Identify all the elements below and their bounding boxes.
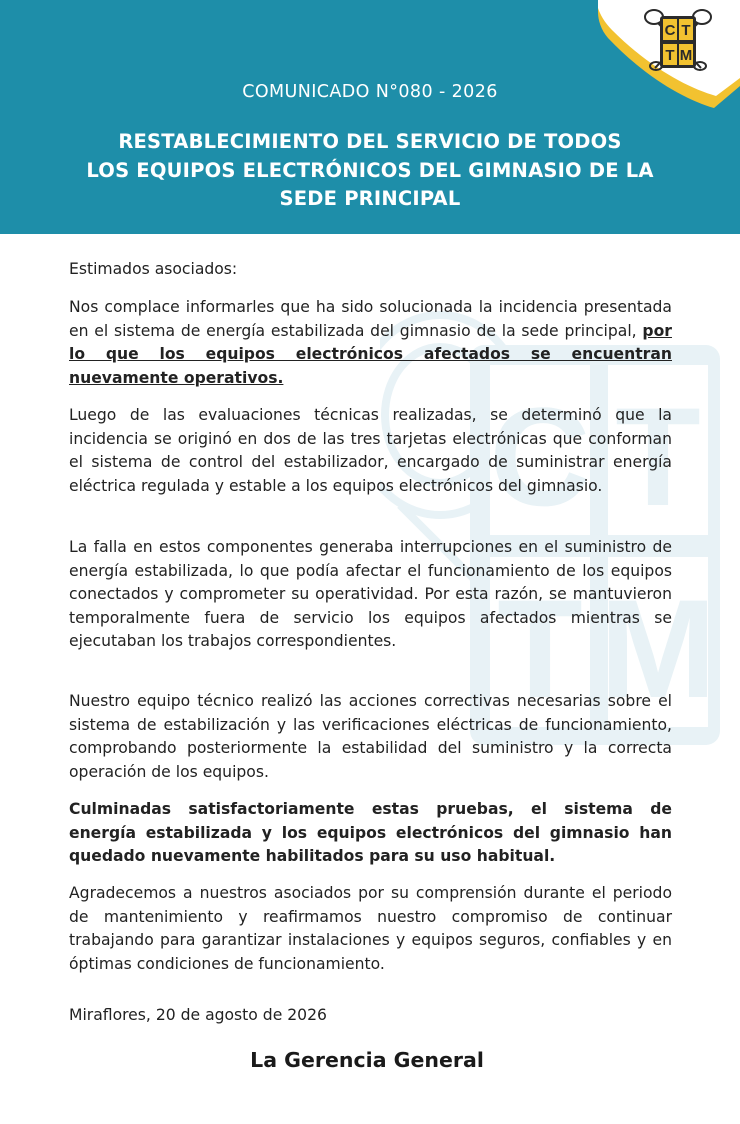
paragraph-failure: La falla en estos componentes generaba interrupciones en el suministro de energía estabilizada, lo que podía afectar el funcionamiento de los equipos conectados y comprometer su operatividad. Por esta razón, se mantuvieron temporalmente fuera de servicio los equipos afectados mientras se ejecutaban los trabajos correspondientes. <box>69 538 672 650</box>
date-line: Miraflores, 20 de agosto de 2026 <box>69 1006 327 1024</box>
paragraph-thanks: Agradecemos a nuestros asociados por su comprensión durante el periodo de mantenimiento y reafirmamos nuestro compromiso de continuar trabajando para garantizar instalaciones y equipos seguros, confiables y en óptimas condiciones de funcionamiento. <box>69 884 672 973</box>
title-line: SEDE PRINCIPAL <box>279 187 461 210</box>
paragraph-corrective-actions: Nuestro equipo técnico realizó las acciones correctivas necesarias sobre el sistema de estabilización y las verificaciones eléctricas de funcionamiento, comprobando posteriormente la estabilidad del suministro y la correcta operación de los equipos. <box>69 692 672 781</box>
logo-letter: T <box>665 47 675 64</box>
watermark-letter: M <box>599 570 717 727</box>
paragraph-resolution <box>69 296 672 390</box>
watermark-letter: T <box>615 378 701 535</box>
header-banner <box>0 0 740 234</box>
title-line: LOS EQUIPOS ELECTRÓNICOS DEL GIMNASIO DE LA <box>86 158 654 182</box>
logo-letter: C <box>664 22 676 39</box>
greeting: Estimados asociados: <box>69 260 238 278</box>
watermark-letter: C <box>489 378 591 535</box>
logo-letter: M <box>679 47 693 64</box>
emphasis-operational: por lo que los equipos electrónicos afectados se encuentran nuevamente operativos. <box>69 321 672 387</box>
title-line: RESTABLECIMIENTO DEL SERVICIO DE TODOS <box>118 130 622 153</box>
signature: La Gerencia General <box>250 1048 484 1072</box>
communique-number: COMUNICADO N°080 - 2026 <box>242 82 498 102</box>
paragraph-text: Nos complace informarles que ha sido solucionada la incidencia presentada en el sistema de energía estabilizada del gimnasio de la sede principal, <box>69 298 672 340</box>
paragraph-diagnosis: Luego de las evaluaciones técnicas realizadas, se determinó que la incidencia se originó en dos de las tres tarjetas electrónicas que conforman el sistema de control del estabilizador, encargado de suministrar energía eléctrica regulada y estable a los equipos electrónicos del gimnasio. <box>69 406 672 495</box>
communique-title <box>0 128 740 214</box>
paragraph-enabled: Culminadas satisfactoriamente estas pruebas, el sistema de energía estabilizada y los equipos electrónicos del gimnasio han quedado nuevamente habilitados para su uso habitual. <box>69 800 672 865</box>
logo-letter: T <box>681 22 691 39</box>
watermark-letter: T <box>497 570 583 727</box>
